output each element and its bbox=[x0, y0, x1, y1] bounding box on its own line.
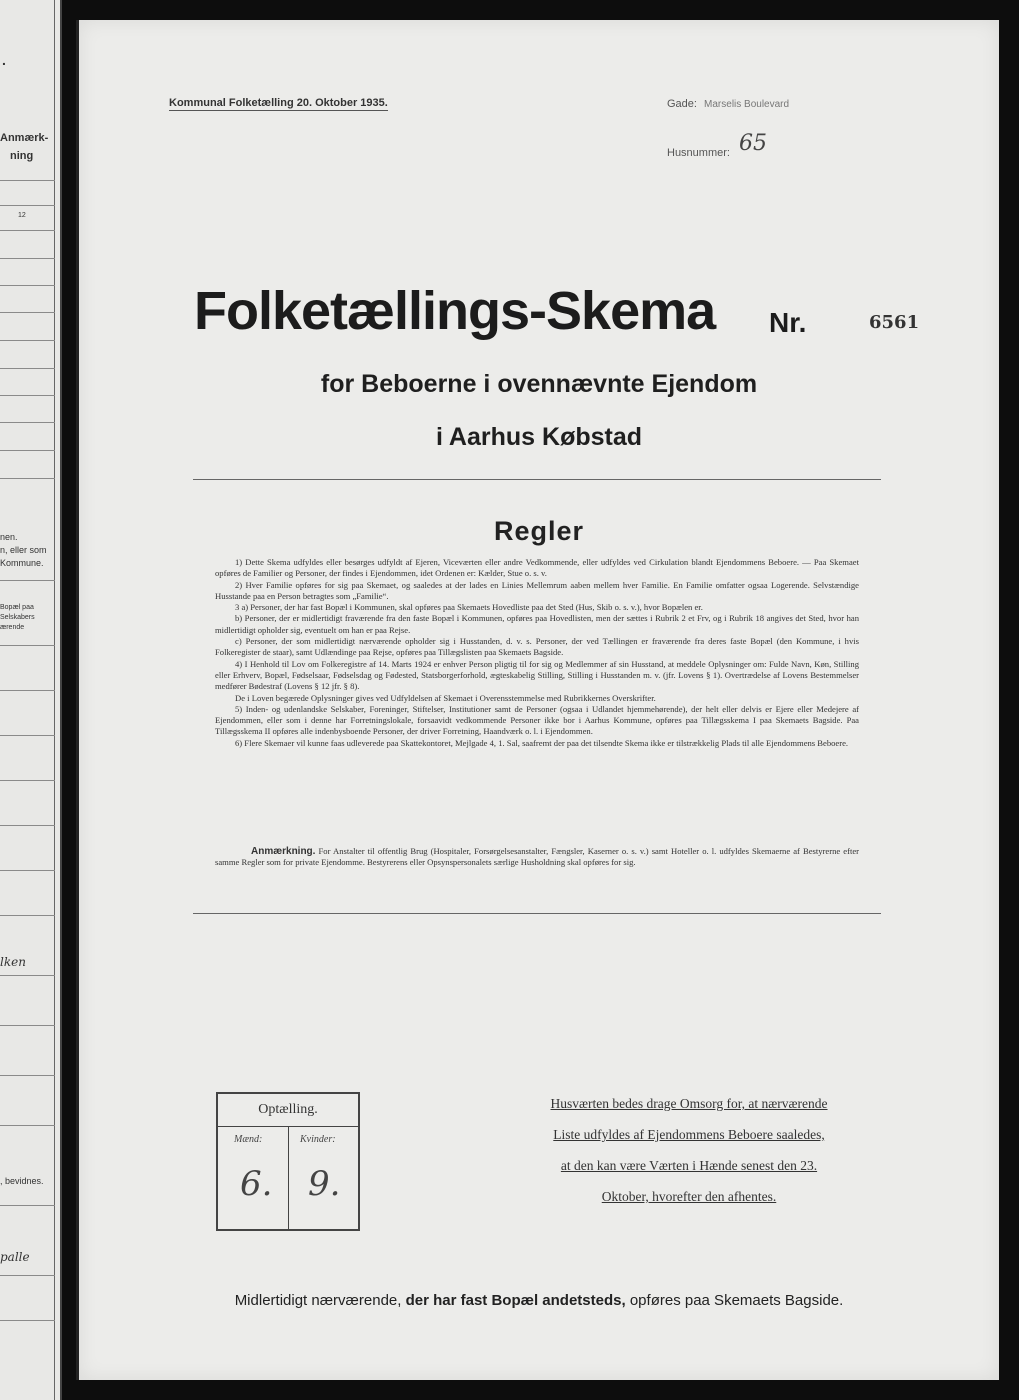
left-fragment: palle bbox=[0, 1250, 30, 1264]
kvinder-value: 9. bbox=[308, 1164, 341, 1204]
left-rule bbox=[0, 478, 55, 479]
gade-line bbox=[667, 98, 789, 110]
annotation-text: For Anstalter til offentlig Brug (Hospitaler, Forsørgelsesanstalter, Fængsler, Kaserner o. s. v.) samt Hoteller o. l. udfyldes Skemaerne af Bestyrerne efter samme Regler som for private Ejendomme. Bestyrerens eller Opsynspersonalets særlige Husholdning skal opføres for sig. bbox=[215, 846, 860, 868]
footer-part: opføres paa Skemaets Bagside. bbox=[629, 1292, 844, 1309]
left-fragment: lken bbox=[0, 955, 26, 969]
gade-label: Gade: bbox=[667, 98, 697, 110]
left-rule bbox=[0, 870, 55, 871]
left-rule bbox=[0, 395, 55, 396]
census-form-page bbox=[76, 20, 999, 1380]
footer-note bbox=[79, 1292, 999, 1309]
annotation-note bbox=[215, 846, 859, 869]
divider-bottom bbox=[193, 913, 881, 914]
notice-line: Liste udfyldes af Ejendommens Beboere saaledes, bbox=[553, 1127, 825, 1142]
left-fragment: n, eller som bbox=[0, 545, 47, 555]
left-fragment: . bbox=[2, 52, 6, 68]
left-rule bbox=[0, 230, 55, 231]
left-fragment: Anmærk- bbox=[0, 132, 49, 144]
left-rule bbox=[0, 975, 55, 976]
left-rule bbox=[0, 580, 55, 581]
left-rule bbox=[0, 180, 55, 181]
left-rule bbox=[0, 1075, 55, 1076]
left-page-border-line bbox=[54, 0, 55, 1400]
count-box bbox=[216, 1092, 360, 1231]
form-number-value: 6561 bbox=[869, 312, 920, 333]
left-fragment: ning bbox=[10, 150, 34, 162]
rules-heading: Regler bbox=[493, 516, 585, 546]
census-header: Kommunal Folketælling 20. Oktober 1935. bbox=[169, 97, 388, 109]
left-rule bbox=[0, 1320, 55, 1321]
rule-paragraph: c) Personer, der som midlertidigt nærværende opholder sig i Husstanden, d. v. s. Personer, der ved Tællingen er fraværende fra deres faste Bopæl (den Kommune, i hvis Folkeregister de staar), samt Udlændinge paa Rejse, opføres paa Tillægslisten paa Skemaets Bagside. bbox=[215, 636, 859, 658]
left-fragment: ærende bbox=[0, 624, 25, 631]
form-subtitle: for Beboerne i ovennævnte Ejendom bbox=[320, 370, 758, 398]
left-page-fragment bbox=[0, 0, 62, 1400]
husnummer-value: 65 bbox=[739, 131, 768, 156]
annotation-label: Anmærkning. bbox=[251, 846, 316, 857]
left-fragment: 12 bbox=[18, 212, 26, 219]
left-rule bbox=[0, 690, 55, 691]
rule-paragraph: 1) Dette Skema udfyldes eller besørges udfyldt af Ejeren, Viceværten eller andre Vedkommende, eller udfyldes ved Cirkulation blandt Ejendommens Beboere. — Paa Skemaet opføres de Familier og Personer, der findes i Ejendommen, idet Ordenen er: Kælder, Stue o. s. v. bbox=[215, 557, 859, 579]
rule-paragraph: 5) Inden- og udenlandske Selskaber, Foreninger, Stiftelser, Institutioner samt de Personer (ogsaa i Udlandet hjemmehørende), der helt eller delvis er Ejere eller Medejere af Ejendommen, eller som i denne har Forretningslokale, forsaavidt vedkommende Personer ikke bor i Aarhus Kommune, opføres paa Tillægsskema I paa Skemaets Bagside. Paa Tillægsskema II opføres alle indenbysboende Personer, der driver Forretning, Haandværk o. l. i Ejendommen. bbox=[215, 703, 859, 737]
footer-part: Midlertidigt nærværende, bbox=[234, 1292, 402, 1309]
left-rule bbox=[0, 422, 55, 423]
count-divider bbox=[288, 1126, 289, 1229]
notice-line: Husværten bedes drage Omsorg for, at nærværende bbox=[550, 1096, 828, 1111]
left-rule bbox=[0, 368, 55, 369]
left-rule bbox=[0, 1275, 55, 1276]
maend-value: 6. bbox=[240, 1164, 273, 1204]
left-rule bbox=[0, 450, 55, 451]
rules-body bbox=[215, 557, 859, 749]
left-fragment: Selskabers bbox=[0, 614, 35, 621]
husnummer-label: Husnummer: bbox=[667, 147, 730, 159]
husnummer-line bbox=[667, 131, 768, 162]
form-location: i Aarhus Købstad bbox=[435, 423, 643, 451]
notice-line: at den kan være Værten i Hænde senest den 23. bbox=[560, 1158, 818, 1173]
left-rule bbox=[0, 1205, 55, 1206]
left-fragment: , bevidnes. bbox=[0, 1176, 44, 1186]
left-rule bbox=[0, 1025, 55, 1026]
gade-value: Marselis Boulevard bbox=[704, 99, 790, 110]
rule-paragraph: b) Personer, der er midlertidigt fraværende fra den faste Bopæl i Kommunen, opføres paa Hovedlisten, men der sættes i Rubrik 2 et Frv, og i Rubrik 18 angives det Sted, hvor han midlertidigt opholder sig, eventuelt om han er paa Rejse. bbox=[215, 613, 859, 635]
landlord-notice bbox=[519, 1096, 859, 1220]
form-title: Folketællings-Skema bbox=[194, 281, 716, 341]
footer-part-bold: der har fast Bopæl andetsteds, bbox=[405, 1292, 626, 1309]
left-rule bbox=[0, 258, 55, 259]
left-rule bbox=[0, 825, 55, 826]
left-fragment: nen. bbox=[0, 532, 18, 542]
left-rule bbox=[0, 735, 55, 736]
left-rule bbox=[0, 205, 55, 206]
left-rule bbox=[0, 645, 55, 646]
divider-top bbox=[193, 479, 881, 480]
left-fragment: Kommune. bbox=[0, 558, 44, 568]
rule-paragraph: 4) I Henhold til Lov om Folkeregistre af 14. Marts 1924 er enhver Person pligtig til for sig og Medlemmer af sin Husstand, at meddele Oplysninger om: Fulde Navn, Køn, Stilling eller Erhverv, Bopæl, Fødselsaar, Fødselsdag og Fødested, Statsborgerforhold, ægteskabelig Stilling, Stilling i Husstanden m. v. (jfr. Lovens § 1). Overtrædelse af Lovens Bestemmelser medfører Bødestraf (Lovens § 12 jfr. § 8). bbox=[215, 658, 859, 692]
left-rule bbox=[0, 1125, 55, 1126]
count-title: Optælling. bbox=[218, 1094, 358, 1127]
left-rule bbox=[0, 285, 55, 286]
rule-paragraph: De i Loven begærede Oplysninger gives ved Udfyldelsen af Skemaet i Overensstemmelse med Rubrikkernes Overskrifter. bbox=[235, 692, 656, 703]
left-rule bbox=[0, 915, 55, 916]
left-rule bbox=[0, 780, 55, 781]
rule-paragraph: 6) Flere Skemaer vil kunne faas udleverede paa Skattekontoret, Mejlgade 4, 1. Sal, saafremt der paa det tilsendte Skema ikke er tilstrækkelig Plads til alle Ejendommens Beboere. bbox=[235, 737, 849, 748]
form-number-label: Nr. bbox=[769, 307, 807, 338]
left-rule bbox=[0, 312, 55, 313]
notice-line: Oktober, hvorefter den afhentes. bbox=[601, 1189, 777, 1204]
rule-paragraph: 2) Hver Familie opføres for sig paa Skemaet, og saaledes at der lades en Linies Mellemrum aaben mellem hver Familie. En Familie omfatter ogsaa Logerende. Selvstændige Husstande paa en Person betragtes som „Familie“. bbox=[215, 579, 859, 601]
left-rule bbox=[0, 340, 55, 341]
kvinder-label: Kvinder: bbox=[300, 1134, 336, 1145]
left-fragment: Bopæl paa bbox=[0, 604, 34, 611]
rule-paragraph: 3 a) Personer, der har fast Bopæl i Kommunen, skal opføres paa Skemaets Hovedliste paa det Sted (Hus, Skib o. s. v.), hvor Bopælen er. bbox=[235, 602, 703, 613]
maend-label: Mænd: bbox=[234, 1134, 263, 1145]
